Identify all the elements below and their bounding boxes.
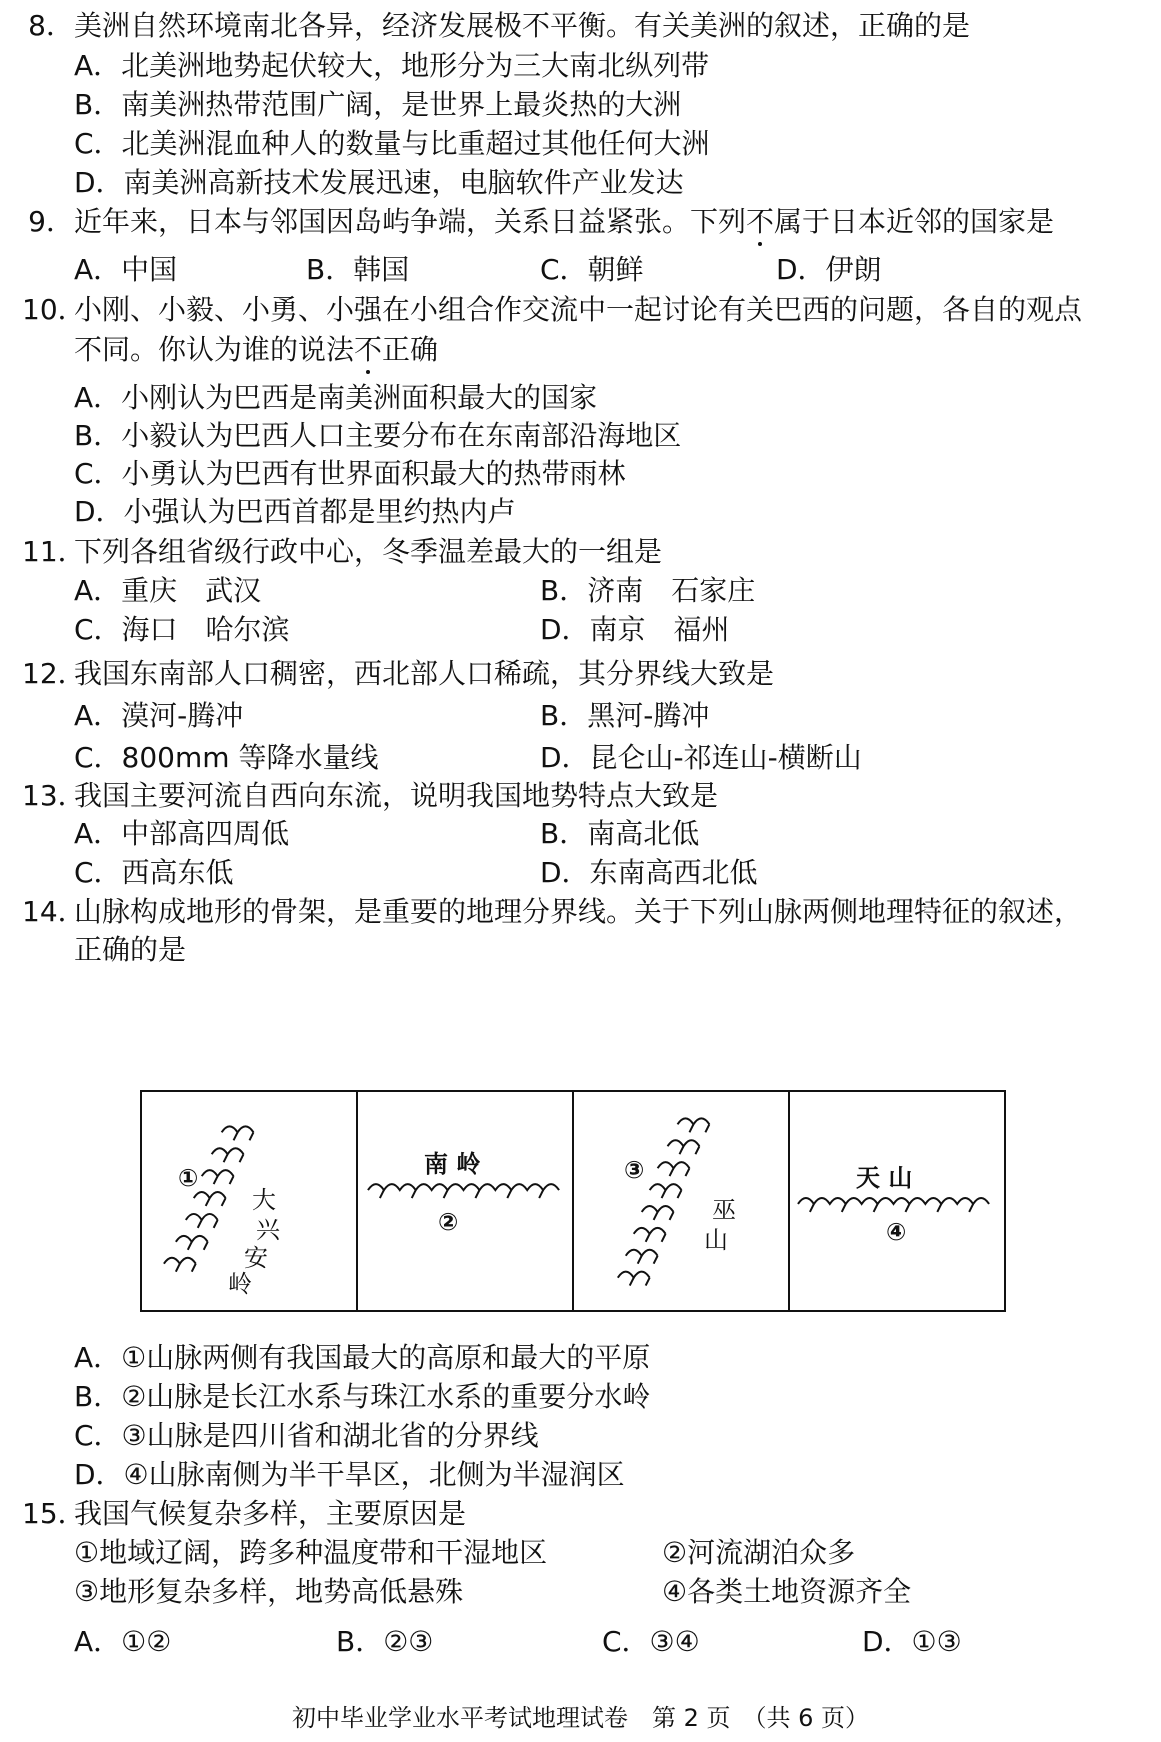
option-c: C．③山脉是四川省和湖北省的分界线: [74, 1419, 539, 1452]
mountain-figure: [140, 1090, 1006, 1312]
mountain-range-horizontal-icon: [790, 1092, 1004, 1310]
range-label-char: 大: [252, 1186, 276, 1214]
question-12-stem: [22, 656, 774, 692]
question-text: 正确: [382, 333, 439, 366]
marker-3: ③: [624, 1156, 645, 1184]
question-text: 我国东南部人口稠密，西北部人口稀疏，其分界线大致是: [74, 657, 775, 690]
option-d: D．小强认为巴西首都是里约热内卢: [74, 495, 516, 528]
marker-4: ④: [886, 1218, 907, 1246]
question-number: 8．: [28, 9, 74, 42]
emphasis-mark: 不: [746, 205, 775, 238]
option-a: A．①②: [74, 1625, 172, 1658]
range-label-char: 安: [244, 1244, 268, 1272]
option-b: B．②③: [336, 1625, 434, 1658]
option-b: B．南高北低: [540, 817, 700, 850]
option-d: D．昆仑山-祁连山-横断山: [540, 741, 862, 774]
marker-2: ②: [438, 1208, 459, 1236]
question-number: 10．: [22, 293, 86, 326]
option-b: B．②山脉是长江水系与珠江水系的重要分水岭: [74, 1380, 651, 1413]
option-a: A．中国: [74, 253, 178, 286]
option-a: A．漠河-腾冲: [74, 699, 244, 732]
range-label: 天 山: [856, 1164, 913, 1192]
option-b: B．南美洲热带范围广阔，是世界上最炎热的大洲: [74, 88, 682, 121]
option-b: B．小毅认为巴西人口主要分布在东南部沿海地区: [74, 419, 682, 452]
question-8-stem: [22, 8, 970, 44]
option-c: C．西高东低: [74, 856, 234, 889]
range-label-char: 山: [704, 1226, 728, 1254]
question-14-stem: [22, 894, 1082, 930]
panel-daxinganling: [142, 1092, 358, 1310]
option-b: B．黑河-腾冲: [540, 699, 710, 732]
range-label: 南 岭: [424, 1150, 481, 1178]
marker-1: ①: [178, 1164, 199, 1192]
range-label-char: 巫: [712, 1196, 736, 1224]
panel-tianshan: [790, 1092, 1004, 1310]
question-10-stem-line2: [74, 332, 438, 368]
range-label-char: 兴: [256, 1216, 280, 1244]
question-15-stem: [22, 1496, 466, 1532]
question-10-stem: [22, 292, 1082, 328]
question-14-stem-line2: 正确的是: [74, 933, 187, 966]
option-d: D．①③: [862, 1625, 962, 1658]
page-footer: 初中毕业学业水平考试地理试卷 第 2 页 （共 6 页）: [291, 1704, 870, 1732]
option-a: A．中部高四周低: [74, 817, 290, 850]
reason-item: ②河流湖泊众多: [662, 1536, 856, 1569]
panel-nanling: [358, 1092, 574, 1310]
question-number: 12．: [22, 657, 86, 690]
question-number: 15．: [22, 1497, 86, 1530]
option-a: A．①山脉两侧有我国最大的高原和最大的平原: [74, 1341, 651, 1374]
emphasis-mark: 不: [354, 333, 383, 366]
option-c: C．北美洲混血种人的数量与比重超过其他任何大洲: [74, 127, 710, 160]
question-number: 11．: [22, 535, 86, 568]
question-13-stem: [22, 778, 718, 814]
question-text: 属于日本近邻的国家是: [774, 205, 1055, 238]
question-number: 14．: [22, 895, 86, 928]
question-text: 近年来，日本与邻国因岛屿争端，关系日益紧张。下列: [74, 205, 747, 238]
option-d: D．伊朗: [776, 253, 882, 286]
option-c: C．800mm 等降水量线: [74, 741, 379, 774]
question-text: 我国气候复杂多样，主要原因是: [74, 1497, 467, 1530]
question-number: 13．: [22, 779, 86, 812]
question-number: 9．: [28, 205, 74, 238]
question-text: 我国主要河流自西向东流，说明我国地势特点大致是: [74, 779, 719, 812]
question-text: 美洲自然环境南北各异，经济发展极不平衡。有关美洲的叙述，正确的是: [74, 9, 971, 42]
option-c: C．③④: [602, 1625, 700, 1658]
option-b: B．济南 石家庄: [540, 574, 756, 607]
option-a: A．北美洲地势起伏较大，地形分为三大南北纵列带: [74, 49, 710, 82]
option-a: A．重庆 武汉: [74, 574, 262, 607]
option-a: A．小刚认为巴西是南美洲面积最大的国家: [74, 381, 598, 414]
option-d: D．东南高西北低: [540, 856, 758, 889]
option-b: B．韩国: [306, 253, 410, 286]
option-c: C．朝鲜: [540, 253, 644, 286]
question-text: 下列各组省级行政中心，冬季温差最大的一组是: [74, 535, 663, 568]
panel-wushan: [574, 1092, 790, 1310]
question-text: 山脉构成地形的骨架，是重要的地理分界线。关于下列山脉两侧地理特征的叙述，: [74, 895, 1083, 928]
reason-item: ③地形复杂多样，地势高低悬殊: [74, 1575, 464, 1608]
option-d: D．南美洲高新技术发展迅速，电脑软件产业发达: [74, 166, 684, 199]
option-d: D．南京 福州: [540, 613, 730, 646]
question-text: 不同。你认为谁的说法: [74, 333, 355, 366]
reason-item: ①地域辽阔，跨多种温度带和干湿地区: [74, 1536, 548, 1569]
mountain-range-diagonal-icon: [574, 1092, 788, 1310]
question-11-stem: [22, 534, 662, 570]
question-text: 小刚、小毅、小勇、小强在小组合作交流中一起讨论有关巴西的问题，各自的观点: [74, 293, 1083, 326]
mountain-range-horizontal-icon: [358, 1092, 572, 1310]
option-c: C．小勇认为巴西有世界面积最大的热带雨林: [74, 457, 626, 490]
range-label-char: 岭: [228, 1270, 252, 1298]
question-9-stem: [22, 204, 1054, 240]
option-d: D．④山脉南侧为半干旱区，北侧为半湿润区: [74, 1458, 625, 1491]
option-c: C．海口 哈尔滨: [74, 613, 290, 646]
reason-item: ④各类土地资源齐全: [662, 1575, 912, 1608]
